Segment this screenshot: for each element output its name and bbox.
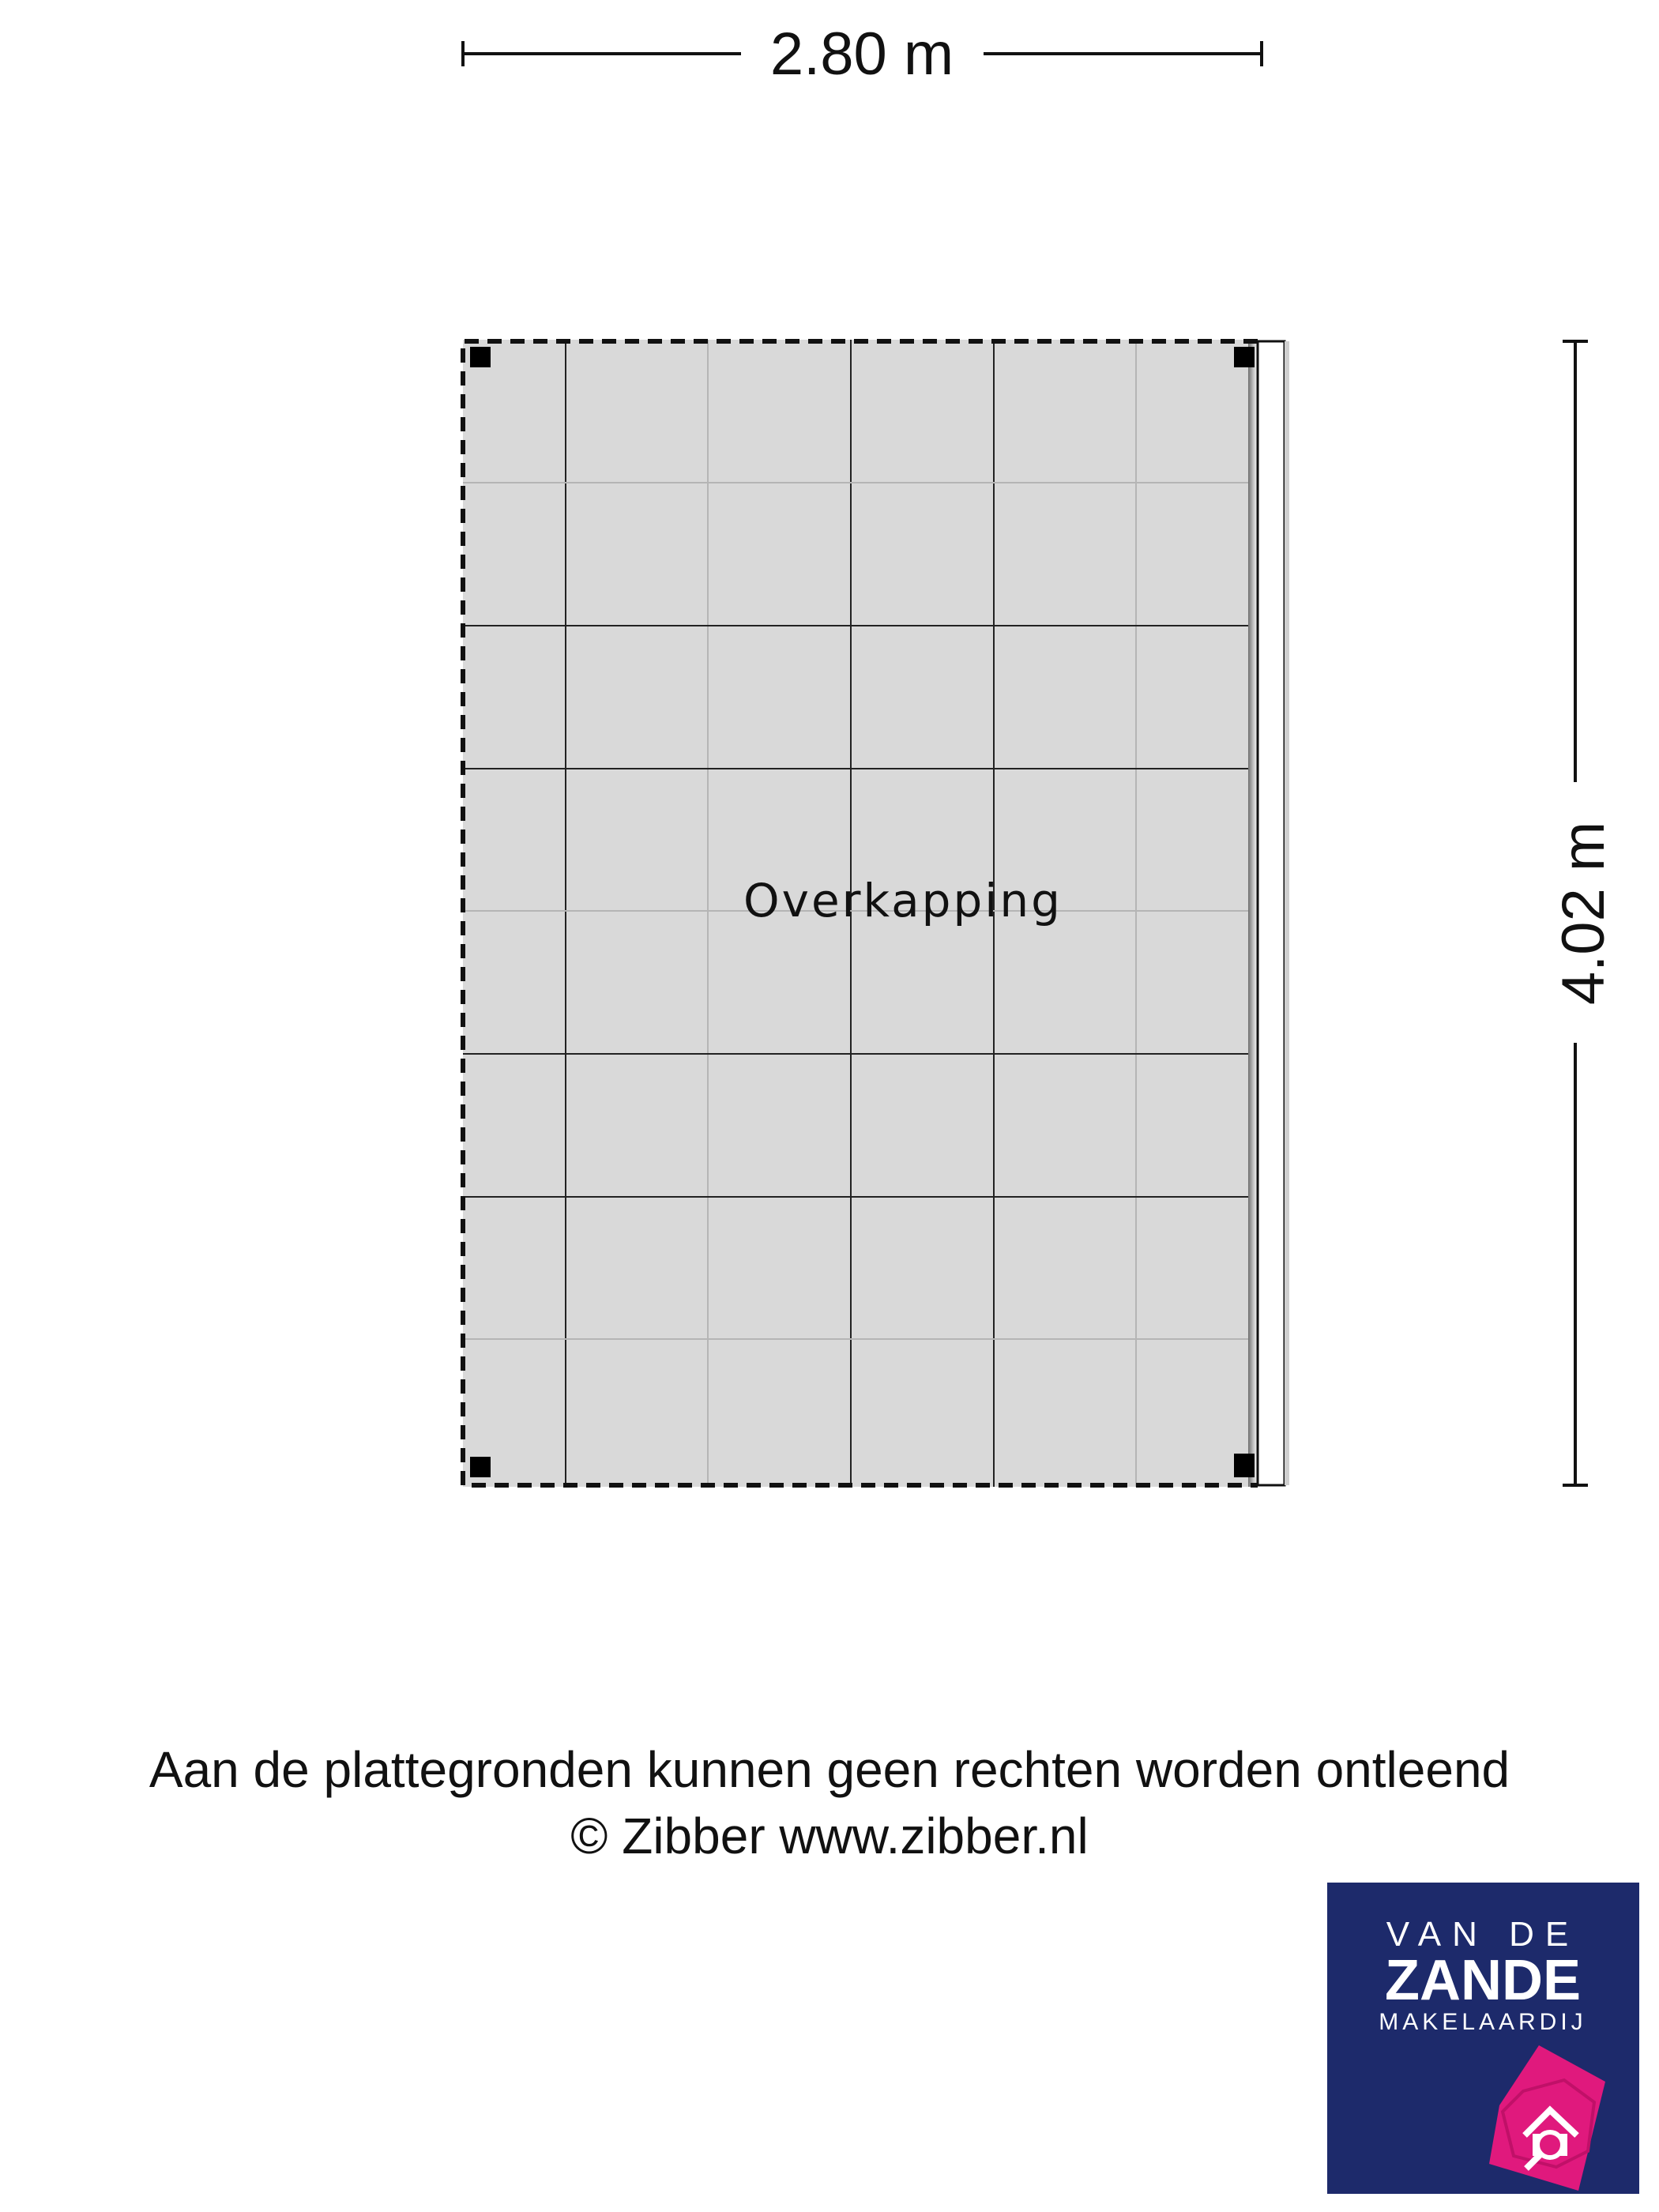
- right-wall: [1248, 340, 1289, 1487]
- room-label: Overkapping: [743, 874, 1063, 927]
- height-dimension-label: 4.02 m: [1550, 821, 1617, 1006]
- logo-line3: MAKELAARDIJ: [1379, 2009, 1587, 2035]
- copyright-text: © Zibber www.zibber.nl: [570, 1808, 1089, 1864]
- height-dimension: [1550, 341, 1617, 1485]
- post-bottom-right: [1234, 1454, 1255, 1477]
- post-top-right: [1234, 347, 1255, 367]
- disclaimer-text: Aan de plattegronden kunnen geen rechten worden ontleend: [149, 1741, 1510, 1798]
- width-dimension: [463, 21, 1262, 88]
- logo-line2: ZANDE: [1385, 1949, 1581, 2012]
- width-dimension-label: 2.80 m: [769, 21, 954, 88]
- logo-line1: VAN DE: [1386, 1915, 1580, 1954]
- post-bottom-left: [470, 1457, 491, 1477]
- agency-logo: [1327, 1883, 1639, 2194]
- post-top-left: [470, 347, 491, 367]
